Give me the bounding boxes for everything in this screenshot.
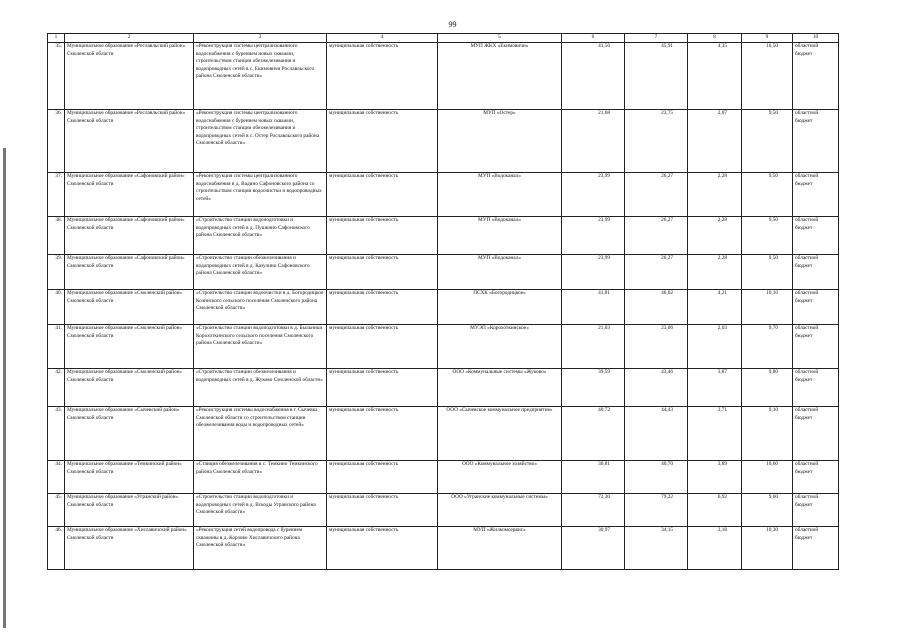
value-col-7: 45,91: [625, 43, 688, 110]
value-col-9: 10,30: [742, 527, 793, 570]
value-col-6: 41,81: [562, 290, 625, 325]
value-col-8: 6,92: [688, 494, 742, 527]
ownership-cell: муниципальная собственность: [327, 255, 438, 290]
table-row: [48, 110, 839, 173]
funding-source-cell: областной бюджет: [793, 325, 839, 369]
municipality-cell: Муниципальное образование «Темкинский район» Смоленской области: [65, 461, 194, 494]
municipality-cell: Муниципальное образование «Смоленский район» Смоленской области: [65, 369, 194, 407]
value-col-9: 10,10: [742, 290, 793, 325]
funding-source-cell: областной бюджет: [793, 217, 839, 255]
value-col-9: 9,50: [742, 255, 793, 290]
funding-source-cell: областной бюджет: [793, 494, 839, 527]
funding-source-cell: областной бюджет: [793, 290, 839, 325]
value-col-9: 9,80: [742, 369, 793, 407]
value-col-8: 4,35: [688, 43, 742, 110]
row-number: 41.: [48, 325, 65, 369]
value-col-7: 26,27: [625, 217, 688, 255]
project-cell: «Строительство станции водоподготовки и водопроводных сетей в д. Вскоды Угранского района Смоленской области»: [194, 494, 327, 527]
value-col-8: 2,28: [688, 173, 742, 217]
table-row: [48, 217, 839, 255]
table-row: [48, 43, 839, 110]
ownership-cell: муниципальная собственность: [327, 461, 438, 494]
row-number: 38.: [48, 217, 65, 255]
value-col-8: 3,71: [688, 407, 742, 461]
value-col-6: 41,56: [562, 43, 625, 110]
value-col-6: 36,81: [562, 461, 625, 494]
operator-cell: МУП «Водоканал»: [438, 255, 562, 290]
operator-cell: ООО «Сычевское коммунальное предприятие»: [438, 407, 562, 461]
value-col-7: 40,70: [625, 461, 688, 494]
value-col-6: 23,99: [562, 173, 625, 217]
value-col-9: 9,50: [742, 173, 793, 217]
table-row: [48, 527, 839, 570]
table-row: [48, 407, 839, 461]
value-col-6: 39,59: [562, 369, 625, 407]
operator-cell: МУЭП «Корохоткинское»: [438, 325, 562, 369]
funding-source-cell: областной бюджет: [793, 255, 839, 290]
projects-table: [47, 33, 839, 570]
municipality-cell: Муниципальное образование «Сафоновский район» Смоленской области: [65, 173, 194, 217]
value-col-6: 72,30: [562, 494, 625, 527]
ownership-cell: муниципальная собственность: [327, 217, 438, 255]
ownership-cell: муниципальная собственность: [327, 527, 438, 570]
col-5: 5: [438, 34, 562, 43]
value-col-8: 2,28: [688, 217, 742, 255]
col-10: 10: [793, 34, 839, 43]
municipality-cell: Муниципальное образование «Хиславичский район» Смоленской области: [65, 527, 194, 570]
project-cell: «Реконструкция сетей водопровода с бурением скважины в д. Корзово Хиславичского района Смоленской области»: [194, 527, 327, 570]
value-col-9: 10,50: [742, 43, 793, 110]
table-row: [48, 290, 839, 325]
table-row: [48, 461, 839, 494]
funding-source-cell: областной бюджет: [793, 173, 839, 217]
operator-cell: МУП «Водоканал»: [438, 217, 562, 255]
project-cell: «Реконструкция системы водоснабжения в г. Сычевка Смоленской области со строительством станции обезжелезивания воды и водопроводных сетей»: [194, 407, 327, 461]
value-col-8: 2,07: [688, 110, 742, 173]
col-6: 6: [562, 34, 625, 43]
municipality-cell: Муниципальное образование «Смоленский район» Смоленской области: [65, 290, 194, 325]
operator-cell: МУП «Водоканал»: [438, 173, 562, 217]
value-col-7: 46,02: [625, 290, 688, 325]
value-col-7: 26,27: [625, 173, 688, 217]
value-col-7: 34,15: [625, 527, 688, 570]
value-col-9: 9,50: [742, 217, 793, 255]
value-col-7: 26,27: [625, 255, 688, 290]
row-number: 35.: [48, 43, 65, 110]
funding-source-cell: областной бюджет: [793, 369, 839, 407]
value-col-8: 3,87: [688, 369, 742, 407]
table-row: [48, 325, 839, 369]
table-row: [48, 494, 839, 527]
col-7: 7: [625, 34, 688, 43]
project-cell: «Строительство станции обезжелезивания и водопроводных сетей в д. Казулино Сафоновского района Смоленской области»: [194, 255, 327, 290]
ownership-cell: муниципальная собственность: [327, 173, 438, 217]
funding-source-cell: областной бюджет: [793, 407, 839, 461]
row-number: 40.: [48, 290, 65, 325]
row-number: 45.: [48, 494, 65, 527]
column-number-row: [48, 34, 839, 43]
col-4: 4: [327, 34, 438, 43]
operator-cell: ПСХК «Богородицкое»: [438, 290, 562, 325]
funding-source-cell: областной бюджет: [793, 110, 839, 173]
col-9: 9: [742, 34, 793, 43]
value-col-8: 2,28: [688, 255, 742, 290]
col-3: 3: [194, 34, 327, 43]
row-number: 39.: [48, 255, 65, 290]
funding-source-cell: областной бюджет: [793, 527, 839, 570]
ownership-cell: муниципальная собственность: [327, 110, 438, 173]
page-number: 99: [448, 20, 457, 29]
municipality-cell: Муниципальное образование «Рославльский район» Смоленской области: [65, 110, 194, 173]
project-cell: «Станция обезжелезивания в с. Темкино Темкинского района Смоленской области»: [194, 461, 327, 494]
value-col-8: 3,18: [688, 527, 742, 570]
municipality-cell: Муниципальное образование «Угранский район» Смоленской области: [65, 494, 194, 527]
value-col-9: 10,60: [742, 461, 793, 494]
municipality-cell: Муниципальное образование «Сафоновский район» Смоленской области: [65, 217, 194, 255]
municipality-cell: Муниципальное образование «Сычевский район» Смоленской области: [65, 407, 194, 461]
value-col-8: 2,03: [688, 325, 742, 369]
row-number: 44.: [48, 461, 65, 494]
value-col-8: 3,89: [688, 461, 742, 494]
municipality-cell: Муниципальное образование «Рославльский район» Смоленской области: [65, 43, 194, 110]
ownership-cell: муниципальная собственность: [327, 325, 438, 369]
table-row: [48, 369, 839, 407]
operator-cell: МУП ЖКХ «Екимовичи»: [438, 43, 562, 110]
operator-cell: МУП «Жилкомсервис»: [438, 527, 562, 570]
project-cell: «Строительство станции обезжелезивания и водопроводных сетей в д. Жуково Смоленской области»: [194, 369, 327, 407]
project-cell: «Реконструкция системы централизованного водоснабжения с бурением новых скважин, строительством станции обезжелезивания и водопроводных сетей в с. Екимовичи Рославльского района Смоленской области»: [194, 43, 327, 110]
project-cell: «Строительство станции водоподготовки в д. Быльники Корохоткинского сельского поселения Смоленского района Смоленской области»: [194, 325, 327, 369]
ownership-cell: муниципальная собственность: [327, 494, 438, 527]
project-cell: «Строительство станции водоподготовки и водопроводных сетей в д. Пушкино Сафоновского района Смоленской области»: [194, 217, 327, 255]
value-col-6: 30,97: [562, 527, 625, 570]
operator-cell: ООО «Угранские коммунальные системы»: [438, 494, 562, 527]
ownership-cell: муниципальная собственность: [327, 290, 438, 325]
project-cell: «Реконструкция системы централизованного водоснабжения с бурением новых скважин, строительством станции обезжелезивания и водопроводных сетей в с. Остер Рославльского района Смоленской области»: [194, 110, 327, 173]
value-col-8: 4,21: [688, 290, 742, 325]
row-number: 46.: [48, 527, 65, 570]
value-col-7: 23,06: [625, 325, 688, 369]
value-col-7: 79,22: [625, 494, 688, 527]
value-col-7: 43,46: [625, 369, 688, 407]
operator-cell: МУП «Остер»: [438, 110, 562, 173]
col-2: 2: [65, 34, 194, 43]
municipality-cell: Муниципальное образование «Сафоновский район» Смоленской области: [65, 255, 194, 290]
project-cell: «Реконструкция системы централизованного водоснабжения в д. Вадино Сафоновского района со строительством станции водоочистки и водопроводных сетей»: [194, 173, 327, 217]
value-col-9: 9,50: [742, 110, 793, 173]
value-col-7: 23,75: [625, 110, 688, 173]
value-col-6: 21,03: [562, 325, 625, 369]
operator-cell: ООО «Коммунальное хозяйство»: [438, 461, 562, 494]
value-col-9: 9,70: [742, 325, 793, 369]
table-row: [48, 255, 839, 290]
col-1: 1: [48, 34, 65, 43]
col-8: 8: [688, 34, 742, 43]
funding-source-cell: областной бюджет: [793, 461, 839, 494]
value-col-6: 40,72: [562, 407, 625, 461]
scan-edge: [3, 148, 6, 628]
ownership-cell: муниципальная собственность: [327, 407, 438, 461]
value-col-6: 23,99: [562, 217, 625, 255]
operator-cell: ООО «Коммунальные системы «Жуково»: [438, 369, 562, 407]
value-col-7: 44,43: [625, 407, 688, 461]
row-number: 42.: [48, 369, 65, 407]
table-row: [48, 173, 839, 217]
value-col-6: 21,68: [562, 110, 625, 173]
ownership-cell: муниципальная собственность: [327, 43, 438, 110]
row-number: 37.: [48, 173, 65, 217]
municipality-cell: Муниципальное образование «Смоленский район» Смоленской области: [65, 325, 194, 369]
value-col-9: 9,60: [742, 494, 793, 527]
value-col-9: 9,10: [742, 407, 793, 461]
project-cell: «Строительство станции водоочистки в д. Богородицкое Козинского сельского поселения Смоленского района Смоленской области»: [194, 290, 327, 325]
funding-source-cell: областной бюджет: [793, 43, 839, 110]
ownership-cell: муниципальная собственность: [327, 369, 438, 407]
row-number: 43.: [48, 407, 65, 461]
row-number: 36.: [48, 110, 65, 173]
value-col-6: 23,99: [562, 255, 625, 290]
